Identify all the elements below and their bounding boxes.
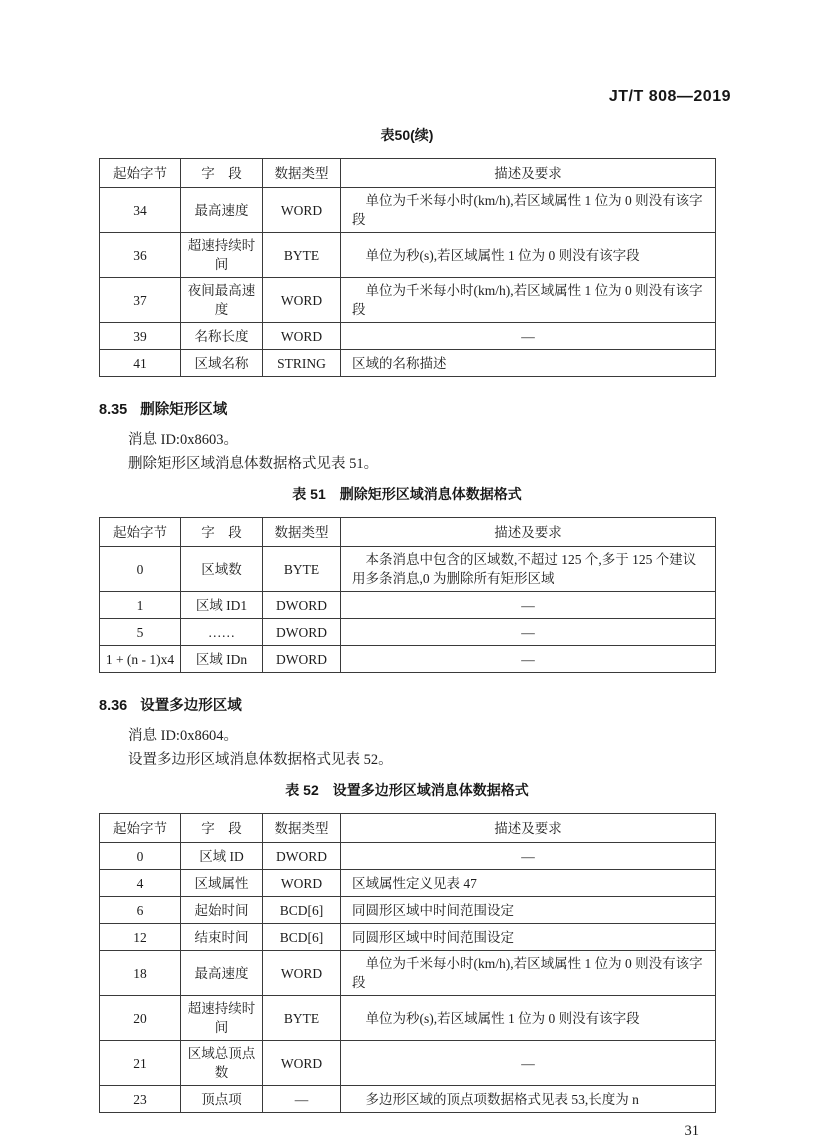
table-row xyxy=(100,996,716,1041)
cell-start-byte: 12 xyxy=(100,924,181,951)
table51-caption: 表 51 删除矩形区域消息体数据格式 xyxy=(292,486,522,502)
column-header: 数据类型 xyxy=(263,814,341,843)
cell-field: …… xyxy=(181,619,263,646)
cell-description: 本条消息中包含的区域数,不超过 125 个,多于 125 个建议用多条消息,0 为删除所有矩形区域 xyxy=(341,547,716,592)
cell-description: — xyxy=(341,592,716,619)
header-row xyxy=(100,814,716,843)
cell-data-type: WORD xyxy=(263,1041,341,1086)
cell-field: 夜间最高速度 xyxy=(181,278,263,323)
cell-data-type: WORD xyxy=(263,278,341,323)
column-header: 数据类型 xyxy=(263,518,341,547)
table50-caption: 表50(续) xyxy=(380,127,434,143)
cell-description: 单位为秒(s),若区域属性 1 位为 0 则没有该字段 xyxy=(341,233,716,278)
header-row xyxy=(100,159,716,188)
column-header: 起始字节 xyxy=(100,159,181,188)
table-row xyxy=(100,924,716,951)
table-row xyxy=(100,323,716,350)
cell-field: 名称长度 xyxy=(181,323,263,350)
cell-data-type: DWORD xyxy=(263,592,341,619)
cell-start-byte: 1 + (n - 1)x4 xyxy=(100,646,181,673)
header-row xyxy=(100,518,716,547)
table-row xyxy=(100,619,716,646)
column-header: 字 段 xyxy=(181,814,263,843)
cell-start-byte: 37 xyxy=(100,278,181,323)
cell-field: 最高速度 xyxy=(181,951,263,996)
message-id-line: 消息 ID:0x8603。 xyxy=(128,432,238,448)
table-51 xyxy=(99,517,716,673)
section-title: 删除矩形区域 xyxy=(140,402,228,418)
table-row xyxy=(100,951,716,996)
cell-data-type: BCD[6] xyxy=(263,924,341,951)
cell-data-type: DWORD xyxy=(263,843,341,870)
cell-description: 单位为千米每小时(km/h),若区域属性 1 位为 0 则没有该字段 xyxy=(341,188,716,233)
doc-code: JT/T 808—2019 xyxy=(608,88,731,105)
cell-data-type: WORD xyxy=(263,323,341,350)
cell-start-byte: 0 xyxy=(100,547,181,592)
table52-caption: 表 52 设置多边形区域消息体数据格式 xyxy=(285,782,529,798)
section-title: 设置多边形区域 xyxy=(140,698,242,714)
table-row xyxy=(100,1041,716,1086)
column-header: 起始字节 xyxy=(100,518,181,547)
column-header: 描述及要求 xyxy=(341,518,716,547)
cell-description: — xyxy=(341,646,716,673)
cell-description: 同圆形区域中时间范围设定 xyxy=(341,924,716,951)
cell-field: 区域 IDn xyxy=(181,646,263,673)
table-row xyxy=(100,350,716,377)
cell-field: 区域 ID1 xyxy=(181,592,263,619)
cell-field: 起始时间 xyxy=(181,897,263,924)
cell-field: 结束时间 xyxy=(181,924,263,951)
cell-start-byte: 1 xyxy=(100,592,181,619)
cell-data-type: WORD xyxy=(263,870,341,897)
cell-description: 区域属性定义见表 47 xyxy=(341,870,716,897)
cell-description: 同圆形区域中时间范围设定 xyxy=(341,897,716,924)
cell-start-byte: 34 xyxy=(100,188,181,233)
column-header: 描述及要求 xyxy=(341,159,716,188)
cell-field: 区域 ID xyxy=(181,843,263,870)
table-row xyxy=(100,646,716,673)
format-reference-line: 设置多边形区域消息体数据格式见表 52。 xyxy=(128,752,393,768)
cell-data-type: WORD xyxy=(263,188,341,233)
cell-data-type: BYTE xyxy=(263,233,341,278)
cell-start-byte: 6 xyxy=(100,897,181,924)
column-header: 数据类型 xyxy=(263,159,341,188)
section-8-36-heading xyxy=(99,694,715,715)
cell-description: — xyxy=(341,1041,716,1086)
table-52 xyxy=(99,813,716,1113)
cell-start-byte: 36 xyxy=(100,233,181,278)
table-row xyxy=(100,278,716,323)
table-row xyxy=(100,547,716,592)
cell-description: — xyxy=(341,619,716,646)
cell-start-byte: 5 xyxy=(100,619,181,646)
cell-start-byte: 21 xyxy=(100,1041,181,1086)
table-row xyxy=(100,1086,716,1113)
cell-field: 超速持续时间 xyxy=(181,996,263,1041)
cell-data-type: DWORD xyxy=(263,646,341,673)
cell-field: 最高速度 xyxy=(181,188,263,233)
table-row xyxy=(100,592,716,619)
cell-data-type: — xyxy=(263,1086,341,1113)
table-row xyxy=(100,870,716,897)
table-50 xyxy=(99,158,716,377)
cell-description: — xyxy=(341,843,716,870)
section-8-35-heading xyxy=(99,398,715,419)
cell-data-type: STRING xyxy=(263,350,341,377)
cell-data-type: BYTE xyxy=(263,547,341,592)
cell-data-type: WORD xyxy=(263,951,341,996)
cell-start-byte: 0 xyxy=(100,843,181,870)
cell-description: 区域的名称描述 xyxy=(341,350,716,377)
cell-description: 单位为千米每小时(km/h),若区域属性 1 位为 0 则没有该字段 xyxy=(341,951,716,996)
cell-start-byte: 23 xyxy=(100,1086,181,1113)
cell-field: 区域数 xyxy=(181,547,263,592)
cell-field: 区域属性 xyxy=(181,870,263,897)
format-reference-line: 删除矩形区域消息体数据格式见表 51。 xyxy=(128,456,379,472)
cell-field: 顶点项 xyxy=(181,1086,263,1113)
cell-field: 区域名称 xyxy=(181,350,263,377)
cell-start-byte: 18 xyxy=(100,951,181,996)
cell-start-byte: 4 xyxy=(100,870,181,897)
cell-data-type: BYTE xyxy=(263,996,341,1041)
page-number: 31 xyxy=(684,1123,699,1139)
cell-data-type: DWORD xyxy=(263,619,341,646)
cell-field: 区域总顶点数 xyxy=(181,1041,263,1086)
table-row xyxy=(100,897,716,924)
cell-description: 单位为秒(s),若区域属性 1 位为 0 则没有该字段 xyxy=(341,996,716,1041)
section-number: 8.35 xyxy=(99,402,128,418)
cell-data-type: BCD[6] xyxy=(263,897,341,924)
column-header: 字 段 xyxy=(181,518,263,547)
column-header: 起始字节 xyxy=(100,814,181,843)
cell-start-byte: 41 xyxy=(100,350,181,377)
table-row xyxy=(100,188,716,233)
cell-description: — xyxy=(341,323,716,350)
cell-description: 单位为千米每小时(km/h),若区域属性 1 位为 0 则没有该字段 xyxy=(341,278,716,323)
section-number: 8.36 xyxy=(99,698,128,714)
column-header: 字 段 xyxy=(181,159,263,188)
cell-start-byte: 20 xyxy=(100,996,181,1041)
column-header: 描述及要求 xyxy=(341,814,716,843)
table-row xyxy=(100,233,716,278)
table-row xyxy=(100,843,716,870)
cell-field: 超速持续时间 xyxy=(181,233,263,278)
cell-description: 多边形区域的顶点项数据格式见表 53,长度为 n xyxy=(341,1086,716,1113)
cell-start-byte: 39 xyxy=(100,323,181,350)
message-id-line: 消息 ID:0x8604。 xyxy=(128,728,238,744)
